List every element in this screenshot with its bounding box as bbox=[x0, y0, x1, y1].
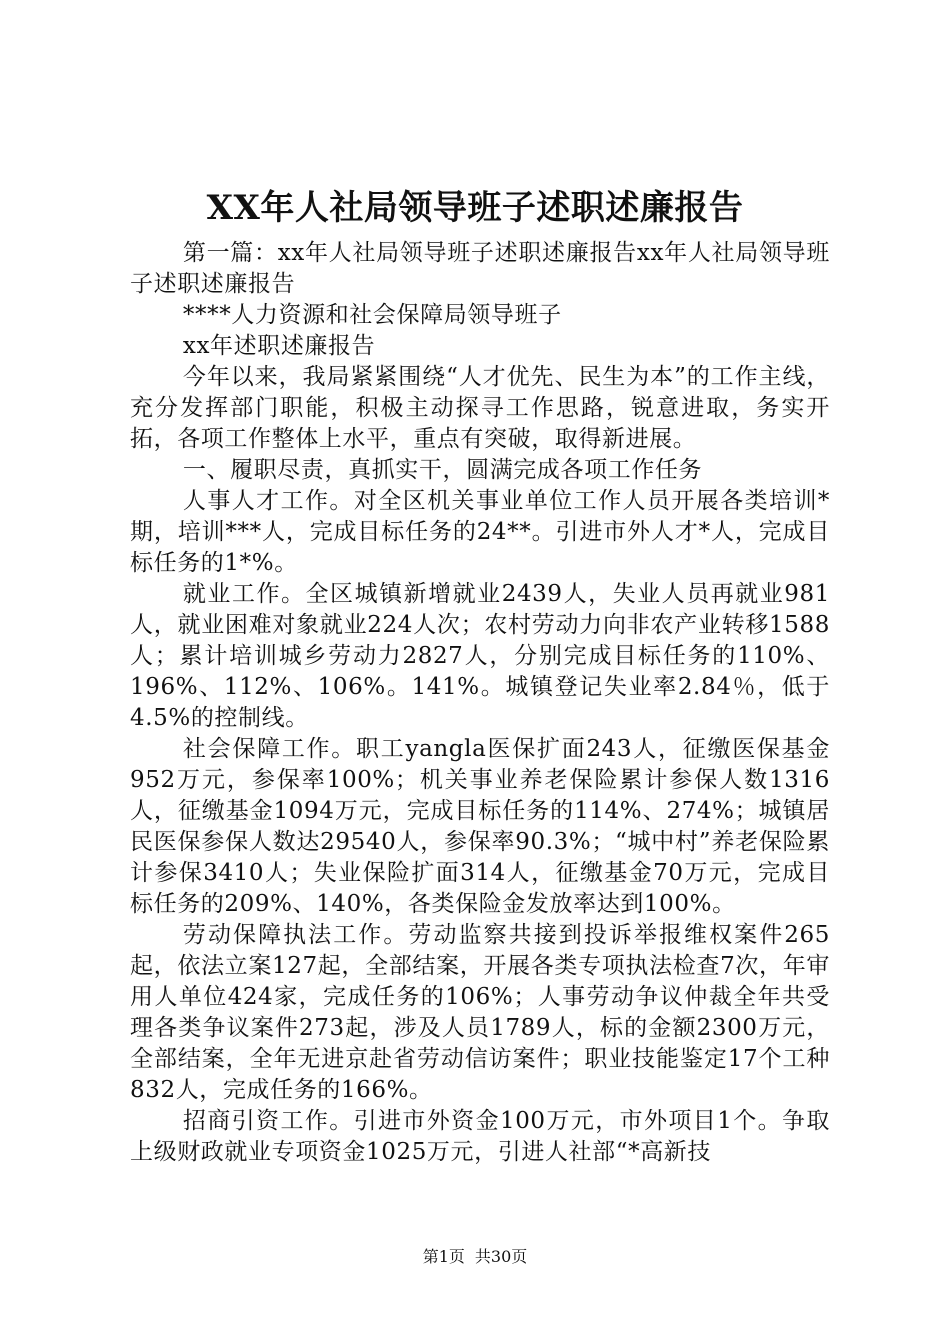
paragraph: 招商引资工作。引进市外资金100万元，市外项目1个。争取上级财政就业专项资金1025万元，引进人社部“*高新技 bbox=[130, 1108, 830, 1165]
paragraph: 社会保障工作。职工yangla医保扩面243人，征缴医保基金952万元，参保率100%；机关事业养老保险累计参保人数1316人，征缴基金1094万元，完成目标任务的114%、274%；城镇居民医保参保人数达29540人，参保率90.3%；“城中村”养老保险累计参保3410人；失业保险扩面314人，征缴基金70万元，完成目标任务的209%、140%，各类保险金发放率达到100%。 bbox=[130, 736, 830, 917]
paragraph: 就业工作。全区城镇新增就业2439人，失业人员再就业981人，就业困难对象就业224人次；农村劳动力向非农产业转移1588人；累计培训城乡劳动力2827人，分别完成目标任务的110%、196%、112%、106%。141%。城镇登记失业率2.84％，低于4.5%的控制线。 bbox=[130, 581, 830, 731]
section-heading: 一、履职尽责，真抓实干，圆满完成各项工作任务 bbox=[182, 457, 703, 483]
paragraph: xx年述职述廉报告 bbox=[182, 333, 376, 359]
paragraph: 第一篇：xx年人社局领导班子述职述廉报告xx年人社局领导班子述职述廉报告 bbox=[130, 240, 830, 297]
page-footer bbox=[0, 1247, 950, 1267]
paragraph: 人事人才工作。对全区机关事业单位工作人员开展各类培训*期，培训***人，完成目标任务的24**。引进市外人才*人，完成目标任务的1*%。 bbox=[130, 488, 830, 576]
paragraph: 今年以来，我局紧紧围绕“人才优先、民生为本”的工作主线，充分发挥部门职能，积极主动探寻工作思路，锐意进取，务实开拓，各项工作整体上水平，重点有突破，取得新进展。 bbox=[130, 364, 830, 452]
paragraph: ****人力资源和社会保障局领导班子 bbox=[182, 302, 562, 328]
total-pages: 共30页 bbox=[474, 1247, 528, 1266]
paragraph: 劳动保障执法工作。劳动监察共接到投诉举报维权案件265起，依法立案127起，全部结案，开展各类专项执法检查7次，年审用人单位424家，完成任务的106%；人事劳动争议仲裁全年共受理各类争议案件273起，涉及人员1789人，标的金额2300万元，全部结案，全年无进京赴省劳动信访案件；职业技能鉴定17个工种832人，完成任务的166%。 bbox=[130, 922, 830, 1103]
document-title: XX年人社局领导班子述职述廉报告 bbox=[206, 188, 744, 228]
page-number: 第1页 bbox=[422, 1247, 465, 1266]
document-body bbox=[130, 238, 830, 1168]
